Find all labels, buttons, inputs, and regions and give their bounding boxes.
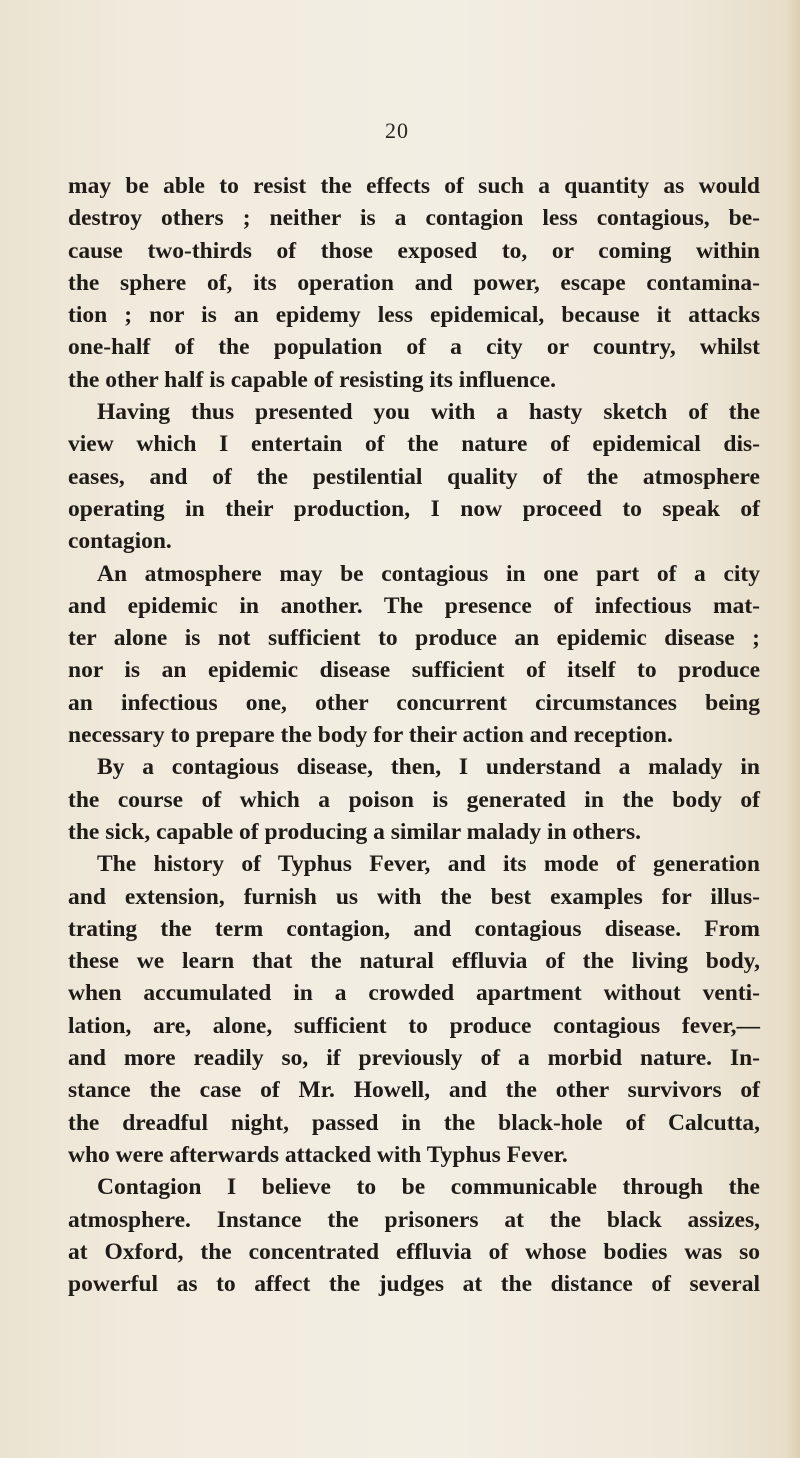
text-line: tion ; nor is an epidemy less epidemical, because it attacks: [68, 302, 760, 329]
text-line: An atmosphere may be contagious in one part of a city: [97, 560, 760, 587]
text-line: powerful as to affect the judges at the distance of several: [68, 1271, 760, 1298]
text-line: and extension, furnish us with the best examples for illus-: [68, 883, 760, 910]
text-line: the other half is capable of resisting its influence.: [68, 366, 557, 393]
text-line: these we learn that the natural effluvia of the living body,: [68, 948, 760, 975]
text-line: the course of which a poison is generated in the body of: [68, 786, 760, 813]
text-line: The history of Typhus Fever, and its mode of generation: [97, 851, 760, 878]
text-line: may be able to resist the effects of such a quantity as would: [68, 173, 760, 199]
page-edge-shading: [786, 0, 800, 1458]
text-line: trating the term contagion, and contagious disease. From: [68, 915, 760, 942]
text-line: necessary to prepare the body for their action and reception.: [68, 722, 673, 749]
text-line: atmosphere. Instance the prisoners at the black assizes,: [68, 1206, 760, 1233]
text-line: operating in their production, I now proceed to speak of: [68, 495, 760, 522]
text-line: one-half of the population of a city or country, whilst: [68, 334, 760, 361]
text-line: eases, and of the pestilential quality of the atmosphere: [68, 463, 760, 490]
text-line: when accumulated in a crowded apartment without venti-: [68, 980, 760, 1007]
text-line: view which I entertain of the nature of epidemical dis-: [68, 431, 760, 458]
text-line: nor is an epidemic disease sufficient of itself to produce: [68, 657, 760, 684]
text-line: the sick, capable of producing a similar malady in others.: [68, 818, 641, 845]
text-line: the sphere of, its operation and power, escape contamina-: [68, 269, 760, 296]
text-line: stance the case of Mr. Howell, and the other survivors of: [68, 1077, 760, 1104]
text-line: at Oxford, the concentrated effluvia of whose bodies was so: [68, 1238, 760, 1265]
text-line: By a contagious disease, then, I understand a malady in: [97, 754, 760, 781]
text-line: and epidemic in another. The presence of infectious mat-: [68, 592, 760, 619]
text-line: lation, are, alone, sufficient to produce contagious fever,—: [68, 1012, 760, 1039]
text-line: cause two-thirds of those exposed to, or coming within: [68, 237, 760, 264]
text-line: destroy others ; neither is a contagion less contagious, be-: [68, 205, 760, 232]
text-line: the dreadful night, passed in the black-hole of Calcutta,: [68, 1109, 760, 1136]
text-line: who were afterwards attacked with Typhus Fever.: [68, 1141, 568, 1168]
page-number: 20: [385, 118, 409, 143]
text-line: contagion.: [68, 528, 172, 555]
text-line: ter alone is not sufficient to produce an epidemic disease ;: [68, 625, 760, 652]
text-line: Contagion I believe to be communicable through the: [97, 1174, 760, 1201]
text-line: and more readily so, if previously of a morbid nature. In-: [68, 1045, 760, 1072]
body-text: [68, 170, 760, 1300]
text-line: Having thus presented you with a hasty sketch of the: [97, 399, 760, 426]
text-line: an infectious one, other concurrent circumstances being: [68, 689, 760, 716]
